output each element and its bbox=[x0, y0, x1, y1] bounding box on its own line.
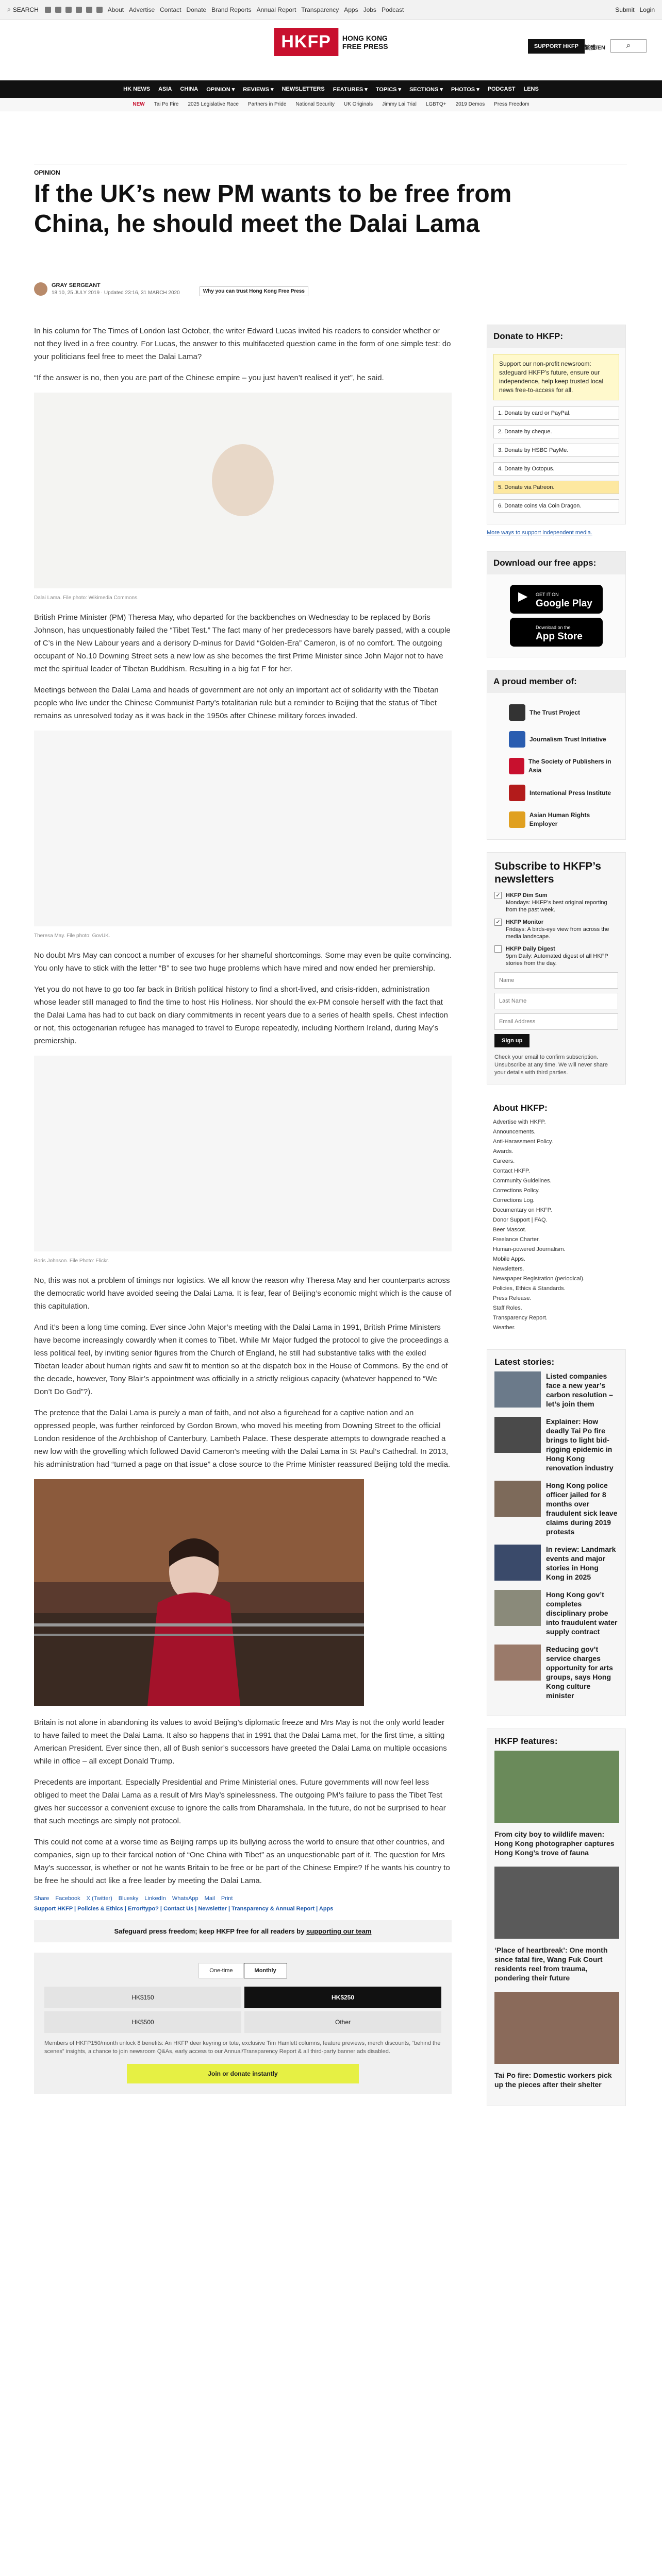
top-link-jobs[interactable]: Jobs bbox=[363, 6, 376, 13]
share-x[interactable]: X (Twitter) bbox=[86, 1895, 112, 1902]
ahre-icon bbox=[509, 811, 525, 828]
instagram-icon[interactable] bbox=[65, 7, 72, 13]
about-link[interactable]: Newspaper Registration (periodical). bbox=[493, 1276, 585, 1282]
top-link-advertise[interactable]: Advertise bbox=[129, 6, 155, 13]
nav-sections[interactable]: SECTIONS ▾ bbox=[409, 86, 443, 93]
photo-caption: Boris Johnson. File Photo: Flickr. bbox=[34, 1258, 109, 1264]
press-freedom-text: Safeguard press freedom; keep HKFP free for all readers by bbox=[114, 1927, 305, 1935]
frequency-toggle bbox=[44, 1963, 441, 1978]
feature-item[interactable] bbox=[494, 1751, 618, 1857]
top-links bbox=[108, 6, 404, 13]
press-freedom-banner bbox=[34, 1920, 452, 1942]
story-thumbnail bbox=[494, 1417, 541, 1453]
feature-item[interactable] bbox=[494, 1992, 618, 2089]
nav-podcast[interactable]: PODCAST bbox=[487, 86, 516, 92]
donate-box-title: Donate to HKFP: bbox=[487, 325, 625, 348]
about-link[interactable]: Corrections Log. bbox=[493, 1197, 535, 1204]
proud-member-title: A proud member of: bbox=[487, 670, 625, 693]
story-item[interactable] bbox=[494, 1590, 618, 1636]
nav-hk-news[interactable]: HK NEWS bbox=[123, 86, 151, 92]
top-link-login[interactable]: Login bbox=[639, 6, 655, 13]
trending-link[interactable]: Press Freedom bbox=[494, 101, 529, 107]
google-play-button[interactable] bbox=[510, 585, 603, 614]
donate-option[interactable]: 1. Donate by card or PayPal. bbox=[493, 406, 619, 420]
nav-lens[interactable]: LENS bbox=[523, 86, 539, 92]
more-ways-link[interactable]: More ways to support independent media. bbox=[487, 530, 592, 536]
about-link[interactable]: Donor Support | FAQ. bbox=[493, 1217, 548, 1223]
main-nav bbox=[0, 80, 662, 98]
story-title[interactable]: Listed companies face a new year’s carbon resolution – let’s join them bbox=[546, 1372, 613, 1408]
nav-reviews[interactable]: REVIEWS ▾ bbox=[243, 86, 274, 93]
search-icon: ⌕ bbox=[7, 6, 11, 13]
article-paragraph: In his column for The Times of London last October, the writer Edward Lucas invited his readers to consider whether or not they lived in a free country. For Lucas, the answer to this multifaceted question came in the form of one simple test: do your politicians feel free to meet the Dalai Lama? bbox=[34, 327, 451, 361]
byline bbox=[34, 282, 308, 296]
boris-johnson-photo bbox=[34, 1056, 452, 1251]
article-category[interactable]: OPINION bbox=[34, 169, 60, 176]
nav-opinion[interactable]: OPINION ▾ bbox=[206, 86, 235, 93]
donate-option[interactable]: 4. Donate by Octopus. bbox=[493, 462, 619, 476]
about-link[interactable]: Beer Mascot. bbox=[493, 1227, 526, 1233]
story-thumbnail bbox=[494, 1481, 541, 1517]
story-thumbnail bbox=[494, 1545, 541, 1581]
about-link[interactable]: Anti-Harassment Policy. bbox=[493, 1139, 553, 1145]
about-link[interactable]: Staff Roles. bbox=[493, 1305, 522, 1311]
partner-name: International Press Institute bbox=[529, 789, 611, 796]
google-play-small: GET IT ON bbox=[536, 592, 559, 597]
article-body bbox=[34, 325, 452, 2094]
donate-option[interactable]: 3. Donate by HSBC PayMe. bbox=[493, 444, 619, 457]
feature-title[interactable]: ‘Place of heartbreak’: One month since fatal fire, Wang Fuk Court residents reel from trauma, pondering their future bbox=[494, 1946, 608, 1982]
article-paragraph: No doubt Mrs May can concoct a number of excuses for her shameful shortcomings. Some may even be quite convincing. You only have to stick with the letter “B” to see two huge problems which have mired and now ended her premiership. bbox=[34, 951, 452, 973]
newsletter-desc: Fridays: A birds-eye view from across the media landscape. bbox=[506, 926, 609, 940]
newsletter-option[interactable] bbox=[494, 919, 618, 940]
about-link[interactable]: Policies, Ethics & Standards. bbox=[493, 1285, 566, 1292]
trending-link[interactable]: LGBTQ+ bbox=[425, 101, 446, 107]
article-paragraph: “If the answer is no, then you are part of the Chinese empire – you just haven’t realised it yet”, he said. bbox=[34, 374, 384, 382]
linkedin-icon[interactable] bbox=[86, 7, 92, 13]
donate-option[interactable]: 5. Donate via Patreon. bbox=[493, 481, 619, 494]
partner-name: Asian Human Rights Employer bbox=[529, 811, 590, 827]
latest-stories bbox=[487, 1349, 626, 1716]
dalai-lama-photo bbox=[34, 393, 452, 588]
support-links[interactable]: Support HKFP | Policies & Ethics | Error/typo? | Contact Us | Newsletter | Transparency & Annual Report | Apps bbox=[34, 1906, 334, 1912]
about-link[interactable]: Documentary on HKFP. bbox=[493, 1207, 552, 1213]
top-utility-bar bbox=[0, 0, 662, 20]
google-play-big: Google Play bbox=[536, 598, 592, 609]
sidebar bbox=[487, 325, 626, 2119]
partner-trust-project[interactable] bbox=[493, 699, 619, 726]
site-logo[interactable] bbox=[274, 28, 388, 56]
about-link[interactable]: Advertise with HKFP. bbox=[493, 1119, 546, 1125]
story-item[interactable] bbox=[494, 1417, 618, 1472]
share-bluesky[interactable]: Bluesky bbox=[118, 1895, 139, 1902]
checkbox-checked-icon[interactable]: ✓ bbox=[494, 919, 502, 926]
nav-china[interactable]: CHINA bbox=[180, 86, 198, 92]
donate-option[interactable]: 2. Donate by cheque. bbox=[493, 425, 619, 438]
email-field[interactable] bbox=[494, 1013, 618, 1030]
amount-other[interactable]: Other bbox=[244, 2011, 441, 2033]
masthead bbox=[0, 20, 662, 80]
about-link[interactable]: Awards. bbox=[493, 1148, 514, 1155]
article-paragraph: No, this was not a problem of timings nor logistics. We all know the reason why Theresa May and her counterparts across the democratic world have avoided seeing the Dalai Lama. It is fear, fear of Beijing’s economic might which is the cause of this capitulation. bbox=[34, 1276, 452, 1311]
article-paragraph: This could not come at a worse time as Beijing ramps up its bullying across the world to ensure that other countries, and companies, sign up to their farcical notion of “One China with Tibet” as an unquestionable part of it. The question for Mrs May’s successor, is whether or not he wants Britain to be free or be part of the Chinese Empire? If he wants his country to be free he should act like a free leader by meeting the Dalai Lama. bbox=[34, 1838, 450, 1885]
newsletter-desc: 9pm Daily: Automated digest of all HKFP stories from the day. bbox=[506, 953, 608, 967]
about-link[interactable]: Announcements. bbox=[493, 1129, 536, 1135]
about-link[interactable]: Mobile Apps. bbox=[493, 1256, 525, 1262]
about-link[interactable]: Newsletters. bbox=[493, 1266, 524, 1272]
trending-link[interactable]: 2019 Demos bbox=[455, 101, 485, 107]
amount-options bbox=[44, 1987, 441, 2033]
about-link[interactable]: Transparency Report. bbox=[493, 1315, 548, 1321]
trending-link[interactable]: Partners in Pride bbox=[247, 101, 287, 107]
top-link-podcast[interactable]: Podcast bbox=[381, 6, 404, 13]
story-thumbnail bbox=[494, 1590, 541, 1626]
article-headline: If the UK’s new PM wants to be free from China, he should meet the Dalai Lama bbox=[34, 180, 512, 238]
trending-link[interactable]: National Security bbox=[295, 101, 335, 107]
language-toggle[interactable]: 繁體/EN bbox=[584, 45, 605, 51]
photo-caption: Theresa May. File photo: GovUK. bbox=[34, 933, 110, 939]
feature-title[interactable]: Tai Po fire: Domestic workers pick up the pieces after their shelter bbox=[494, 2071, 612, 2089]
nav-newsletters[interactable]: NEWSLETTERS bbox=[282, 86, 325, 92]
last-name-field[interactable] bbox=[494, 993, 618, 1009]
join-donate-button[interactable]: Join or donate instantly bbox=[127, 2064, 359, 2083]
top-link-transparency[interactable]: Transparency bbox=[301, 6, 339, 13]
top-link-annual-report[interactable]: Annual Report bbox=[256, 6, 296, 13]
search-label: SEARCH bbox=[12, 6, 39, 13]
search-icon: ⌕ bbox=[626, 41, 631, 50]
nav-asia[interactable]: ASIA bbox=[158, 86, 172, 92]
newsletter-name: HKFP Dim Sum bbox=[506, 892, 548, 899]
about-title: About HKFP: bbox=[493, 1103, 548, 1113]
masthead-search-button[interactable] bbox=[610, 39, 647, 53]
trending-bar bbox=[0, 98, 662, 111]
story-title[interactable]: Hong Kong gov’t completes disciplinary probe into fraudulent water supply contract bbox=[546, 1590, 618, 1636]
donate-intro[interactable]: Support our non-profit newsroom: safeguard HKFP’s future, ensure our independence, help keep trusted local news free-to-access for all. bbox=[493, 354, 619, 400]
about-link[interactable]: Human-powered Journalism. bbox=[493, 1246, 566, 1252]
proud-member-box bbox=[487, 670, 626, 840]
about-link[interactable]: Careers. bbox=[493, 1158, 515, 1164]
partner-name: The Society of Publishers in Asia bbox=[528, 758, 611, 774]
share-label: Share bbox=[34, 1895, 49, 1902]
support-team-link[interactable]: supporting our team bbox=[306, 1927, 372, 1935]
trust-link[interactable]: Why you can trust Hong Kong Free Press bbox=[200, 286, 308, 296]
protest-photo bbox=[34, 1479, 364, 1706]
article-paragraph: And it’s been a long time coming. Ever since John Major’s meeting with the Dalai Lama in 1991, British Prime Ministers have become increasingly cowardly when it comes to Tibet. While Mr Major fudged the protocol to give the proceedings a less political feel, by inviting senior figures from the Church of England, he still had substantive talks with the exiled Tibetan leader about human rights and saw fit to mention so at the dispatch box in the House of Commons. By the end of the decade, however, Tony Blair’s appointment was officially in a strictly religious capacity (whatever happened to “We Don’t Do God”?). bbox=[34, 1323, 449, 1396]
support-hkfp-button[interactable]: SUPPORT HKFP bbox=[528, 39, 585, 54]
top-link-submit[interactable]: Submit bbox=[615, 6, 635, 13]
top-link-apps[interactable]: Apps bbox=[344, 6, 358, 13]
feature-image bbox=[494, 1867, 619, 1939]
newsletter-option[interactable] bbox=[494, 892, 618, 913]
top-link-brand-reports[interactable]: Brand Reports bbox=[211, 6, 252, 13]
trending-link[interactable]: Tai Po Fire bbox=[154, 101, 179, 107]
telegram-icon[interactable] bbox=[96, 7, 103, 13]
newsletter-title: Subscribe to HKFP’s newsletters bbox=[494, 860, 601, 885]
top-right-links bbox=[615, 6, 655, 13]
app-store-button[interactable] bbox=[510, 618, 603, 647]
x-icon[interactable] bbox=[55, 7, 61, 13]
new-badge: NEW bbox=[133, 101, 145, 107]
trending-link[interactable]: UK Originals bbox=[343, 101, 373, 107]
feature-image bbox=[494, 1751, 619, 1823]
share-whatsapp[interactable]: WhatsApp bbox=[172, 1895, 198, 1902]
nav-photos[interactable]: PHOTOS ▾ bbox=[451, 86, 479, 93]
story-item[interactable] bbox=[494, 1645, 618, 1700]
app-store-big: App Store bbox=[536, 631, 583, 642]
article-paragraph: Yet you do not have to go too far back in British political history to find a short-lived, and crisis-ridden, administration whose leader still managed to find the time to host His Holiness. Nor should the ex-PM console herself with the fact that the Dalai Lama has had to cut back on diary commitments in recent years due to a series of health spells. Chest infection or not, this octogenarian refugee has managed to travel to Europe repeatedly, including Northern Ireland, during May’s premiership. bbox=[34, 985, 448, 1045]
sopa-icon bbox=[509, 758, 524, 774]
logo-line-2: FREE PRESS bbox=[342, 42, 388, 50]
about-link[interactable]: Contact HKFP. bbox=[493, 1168, 530, 1174]
partner-ipi[interactable] bbox=[493, 779, 619, 806]
jti-icon bbox=[509, 731, 525, 748]
social-icons bbox=[45, 7, 103, 13]
top-search[interactable] bbox=[7, 6, 39, 13]
toggle-one-time[interactable]: One-time bbox=[198, 1963, 243, 1978]
newsletter-name: HKFP Monitor bbox=[506, 919, 544, 925]
partner-name: The Trust Project bbox=[529, 708, 581, 716]
story-item[interactable] bbox=[494, 1545, 618, 1582]
toggle-monthly[interactable]: Monthly bbox=[244, 1963, 287, 1978]
story-title[interactable]: Hong Kong police officer jailed for 8 months over fraudulent sick leave claims during 2019 protests bbox=[546, 1481, 618, 1536]
donate-option[interactable]: 6. Donate coins via Coin Dragon. bbox=[493, 499, 619, 513]
top-link-about[interactable]: About bbox=[107, 6, 124, 13]
top-link-donate[interactable]: Donate bbox=[186, 6, 207, 13]
amount-250[interactable]: HK$250 bbox=[244, 1987, 441, 2008]
youtube-icon[interactable] bbox=[76, 7, 82, 13]
app-store-small: Download on the bbox=[536, 625, 571, 630]
about-list bbox=[493, 1117, 620, 1333]
article-paragraph: Meetings between the Dalai Lama and heads of government are not only an important act of solidarity with the Tibetan people who live under the Chinese Communist Party’s totalitarian rule but a reminder to Beijing that the status of Tibet remains as unresolved today as it was back in the 1950s after Chinese military forces invaded. bbox=[34, 686, 439, 720]
share-print[interactable]: Print bbox=[221, 1895, 233, 1902]
play-icon: ▶ bbox=[518, 589, 528, 603]
latest-stories-title: Latest stories: bbox=[494, 1357, 555, 1367]
author-name[interactable]: GRAY SERGEANT bbox=[52, 282, 101, 289]
about-link[interactable]: Community Guidelines. bbox=[493, 1178, 552, 1184]
checkbox-icon[interactable] bbox=[494, 945, 502, 953]
author-avatar bbox=[34, 282, 47, 296]
article-paragraph: The pretence that the Dalai Lama is purely a man of faith, and not also a figurehead for a captive nation and an oppressed people, was further reinforced by Gordon Brown, who moved his meeting from Downing Street to the official London residence of the Archbishop of Canterbury, Lambeth Palace. These desperate attempts to downgrade reached a new low with the grovelling which followed David Cameron’s meeting with the Dalai Lama in St Paul’s Cathedral. In 2013, his administration had “turned a page on that issue” a close source to the Prime Minister reassured Beijing told the media. bbox=[34, 1409, 451, 1469]
newsletter-name: HKFP Daily Digest bbox=[506, 946, 555, 952]
about-link[interactable]: Freelance Charter. bbox=[493, 1236, 540, 1243]
story-title[interactable]: Reducing gov’t service charges opportunity for arts groups, says Hong Kong culture minister bbox=[546, 1645, 613, 1700]
partner-ahre[interactable] bbox=[493, 806, 619, 833]
feature-image bbox=[494, 1992, 619, 2064]
first-name-field[interactable] bbox=[494, 972, 618, 989]
features-title: HKFP features: bbox=[494, 1736, 558, 1746]
member-perks: Members of HKFP150/month unlock 8 benefits: An HKFP deer keyring or tote, exclusive Tim Hamlett columns, feature previews, merch discounts, “behind the scenes” insights, a chance to join newsroom Q&As, early access to our Annual/Transparency Report & all third-party banner ads disabled. bbox=[44, 2040, 441, 2055]
signup-button[interactable]: Sign up bbox=[494, 1034, 529, 1047]
trending-link[interactable]: 2025 Legislative Race bbox=[188, 101, 239, 107]
article-paragraph: British Prime Minister (PM) Theresa May, who departed for the backbenches on Wednesday to be replaced by Boris Johnson, has unquestionably failed the “Tibet Test.” The fact many of her predecessors have barely passed, with a couple of C’s in the New Labour years and a derisory D-minus for David “Golden-Era” Cameron, is of no comfort. The outgoing occupant of No.10 Downing Street sets a new low as she becomes the first Prime Minister since John Major not to have met the spiritual leader of Tibetan Buddhism. Resulting in a big fat F for her. bbox=[34, 613, 451, 673]
trust-project-icon bbox=[509, 704, 525, 721]
logo-line-1: HONG KONG bbox=[342, 33, 388, 42]
newsletter-option[interactable] bbox=[494, 945, 618, 967]
share-mail[interactable]: Mail bbox=[204, 1895, 215, 1902]
article-dates: 18:10, 25 JULY 2019 · Updated 23:16, 31 MARCH 2020 bbox=[52, 290, 180, 296]
nav-topics[interactable]: TOPICS ▾ bbox=[375, 86, 402, 93]
ipi-icon bbox=[509, 785, 525, 801]
features-box bbox=[487, 1728, 626, 2106]
story-item[interactable] bbox=[494, 1371, 618, 1409]
article-paragraph: Precedents are important. Especially Presidential and Prime Ministerial ones. Future governments will now feel less obliged to meet the Dalai Lama as a result of Mrs May’s spinelessness. The outgoing PM’s failure to pass the Tibet Test gives her successor a convenient excuse to ignore the calls from Dharamshala. In the future, do not be surprised to hear that such meetings are simply not protocol. bbox=[34, 1778, 446, 1825]
trending-link[interactable]: Jimmy Lai Trial bbox=[382, 101, 417, 107]
feature-item[interactable] bbox=[494, 1867, 618, 1982]
donate-box bbox=[487, 325, 626, 524]
newsletter-desc: Mondays: HKFP’s best original reporting from the past week. bbox=[506, 900, 607, 913]
amount-500[interactable]: HK$500 bbox=[44, 2011, 241, 2033]
about-link[interactable]: Corrections Policy. bbox=[493, 1188, 540, 1194]
theresa-may-photo bbox=[34, 731, 452, 926]
story-thumbnail bbox=[494, 1371, 541, 1408]
partner-sopa[interactable] bbox=[493, 753, 619, 779]
story-title[interactable]: Explainer: How deadly Tai Po fire brings to light bid-rigging epidemic in Hong Kong renovation industry bbox=[546, 1417, 614, 1472]
about-link[interactable]: Weather. bbox=[493, 1325, 516, 1331]
donate-panel bbox=[34, 1953, 452, 2094]
partner-jti[interactable] bbox=[493, 726, 619, 753]
checkbox-checked-icon[interactable]: ✓ bbox=[494, 892, 502, 899]
newsletter-box bbox=[487, 852, 626, 1084]
partner-name: Journalism Trust Initiative bbox=[529, 735, 606, 743]
nav-features[interactable]: FEATURES ▾ bbox=[333, 86, 368, 93]
share-bar bbox=[34, 1895, 452, 1902]
facebook-icon[interactable] bbox=[45, 7, 51, 13]
share-linkedin[interactable]: LinkedIn bbox=[144, 1895, 166, 1902]
apps-box-title: Download our free apps: bbox=[487, 552, 625, 574]
story-title[interactable]: In review: Landmark events and major stories in Hong Kong in 2025 bbox=[546, 1545, 616, 1581]
about-box bbox=[487, 1097, 626, 1339]
about-link[interactable]: Press Release. bbox=[493, 1295, 532, 1301]
newsletter-footnote: Check your email to confirm subscription. Unsubscribe at any time. We will never share your details with third parties. bbox=[494, 1054, 608, 1076]
photo-caption: Dalai Lama. File photo: Wikimedia Commons. bbox=[34, 595, 139, 601]
article-paragraph: Britain is not alone in abandoning its values to avoid Beijing’s diplomatic freeze and Mrs May is not the only world leader to have failed to meet the Dalai Lama. It also so happens that in 1991 that the Dalai Lama met, for the first time, a sitting American President. Ever since then, all of Bush senior’s successors have greeted the Dalai Lama on multiple occasions while in office – all except Donald Trump. bbox=[34, 1718, 447, 1766]
story-thumbnail bbox=[494, 1645, 541, 1681]
top-link-contact[interactable]: Contact bbox=[160, 6, 181, 13]
logo-mark: HKFP bbox=[274, 28, 338, 56]
apps-box bbox=[487, 551, 626, 657]
story-item[interactable] bbox=[494, 1481, 618, 1536]
feature-title[interactable]: From city boy to wildlife maven: Hong Kong photographer captures Hong Kong’s trove of fauna bbox=[494, 1830, 615, 1857]
share-facebook[interactable]: Facebook bbox=[55, 1895, 80, 1902]
logo-wordmark bbox=[342, 34, 388, 50]
amount-150[interactable]: HK$150 bbox=[44, 1987, 241, 2008]
